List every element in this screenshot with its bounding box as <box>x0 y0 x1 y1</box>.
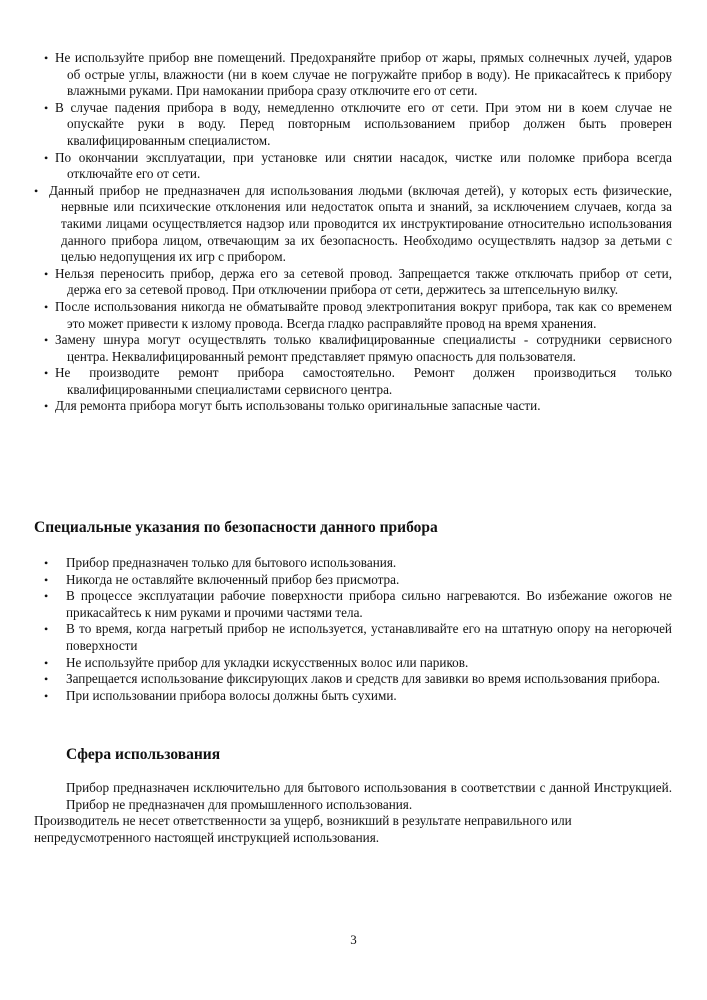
usage-paragraph-2: Производитель не несет ответственности за ущерб, возникший в результате неправильного или непредусмотренного настоящей инструкцией использования. <box>34 813 572 845</box>
bullet-icon: • <box>44 688 49 703</box>
bullet-icon: • <box>44 299 49 314</box>
safety-item <box>0 655 707 672</box>
warning-item <box>0 150 707 183</box>
safety-item <box>0 572 707 589</box>
safety-list <box>0 555 707 704</box>
safety-text: При использовании прибора волосы должны быть сухими. <box>66 687 397 703</box>
warning-item <box>0 100 707 150</box>
safety-item <box>0 621 707 654</box>
page-number: 3 <box>350 932 357 947</box>
bullet-icon: • <box>44 399 49 414</box>
warning-text: Данный прибор не предназначен для использования людьми (включая детей), у которых есть физические, нервные или психические отклонения или недостаток опыта и знаний, за исключением случаев, когда за такими лицами осуществляется надзор или проводится их инструктирование относительно использования данного прибора лицом, отвечающим за их безопасность. Необходимо осуществлять надзор за детьми с целью недопущения их игр с прибором. <box>49 182 672 265</box>
bullet-icon: • <box>44 366 49 381</box>
safety-item <box>0 588 707 621</box>
bullet-icon: • <box>44 51 49 65</box>
warning-item <box>0 183 707 266</box>
safety-item <box>0 688 707 705</box>
warning-text: Не используйте прибор вне помещений. Предохраняйте прибор от жары, прямых солнечных лучей, ударов об острые углы, влажности (ни в коем случае не погружайте прибор в воду). Не прикасайтесь к прибору влажными руками. При намокании прибора сразу отключите его от сети. <box>55 50 672 99</box>
bullet-icon: • <box>44 266 49 281</box>
safety-text: Никогда не оставляйте включенный прибор без присмотра. <box>66 571 400 587</box>
warning-text: Замену шнура могут осуществлять только квалифицированные специалисты - сотрудники сервисного центра. Неквалифицированный ремонт представляет прямую опасность для пользователя. <box>55 332 672 364</box>
bullet-icon: • <box>44 622 49 637</box>
warning-text: По окончании эксплуатации, при установке или снятии насадок, чистке или поломке прибора всегда отключайте его от сети. <box>55 149 672 182</box>
bullet-icon: • <box>44 655 49 670</box>
safety-text: Прибор предназначен только для бытового использования. <box>66 555 397 570</box>
safety-text: В процессе эксплуатации рабочие поверхности прибора сильно нагреваются. Во избежание ожогов не прикасайтесь к ним руками и прочими частями тела. <box>66 588 672 620</box>
warning-item <box>0 50 707 100</box>
warning-text: Для ремонта прибора могут быть использованы только оригинальные запасные части. <box>55 398 541 414</box>
warning-text: Не производите ремонт прибора самостоятельно. Ремонт должен производиться только квалифицированными специалистами сервисного центра. <box>55 365 672 397</box>
usage-text <box>0 780 707 846</box>
safety-text: В то время, когда нагретый прибор не используется, устанавливайте его на штатную опору на негорючей поверхности <box>66 621 672 653</box>
bullet-icon: • <box>44 556 49 570</box>
warning-text: В случае падения прибора в воду, немедленно отключите его от сети. При этом ни в коем случае не опускайте руки в воду. Перед повторным использованием прибор должен быть проверен квалифицированным специалистом. <box>55 99 672 148</box>
bullet-icon: • <box>44 589 49 604</box>
warning-text: После использования никогда не обматывайте провод электропитания вокруг прибора, так как со временем это может привести к излому провода. Всегда гладко расправляйте провод на время хранения. <box>55 298 672 331</box>
bullet-icon: • <box>44 150 49 165</box>
warning-item <box>0 266 707 299</box>
usage-paragraph-1: Прибор предназначен исключительно для бытового использования в соответствии с данной Инструкцией. Прибор не предназначен для промышленного использования. <box>66 780 672 812</box>
warning-text: Нельзя переносить прибор, держа его за сетевой провод. Запрещается также отключать прибор от сети, держа его за сетевой провод. При отключении прибора от сети, держитесь за штепсельную вилку. <box>55 265 672 298</box>
usage-heading: Сфера использования <box>66 746 221 763</box>
warning-item <box>0 299 707 332</box>
bullet-icon: • <box>44 333 49 348</box>
bullet-icon: • <box>44 672 49 687</box>
safety-heading: Специальные указания по безопасности данного прибора <box>34 519 438 536</box>
safety-text: Запрещается использование фиксирующих лаков и средств для завивки во время использования прибора. <box>66 671 661 687</box>
warning-item <box>0 332 707 365</box>
bullet-icon: • <box>44 572 49 587</box>
warning-item <box>0 365 707 398</box>
safety-item <box>0 671 707 688</box>
safety-item <box>0 555 707 572</box>
bullet-icon: • <box>44 100 49 115</box>
bullet-icon: • <box>34 183 39 198</box>
warning-item <box>0 398 707 415</box>
warnings-list <box>0 50 707 415</box>
safety-text: Не используйте прибор для укладки искусственных волос или париков. <box>66 654 469 670</box>
